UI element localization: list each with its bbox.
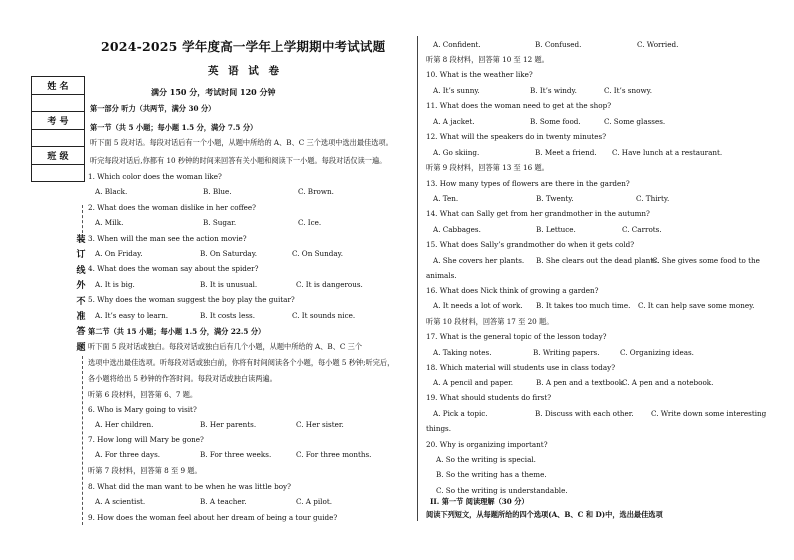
option-b[interactable]: B. It is unusual. (200, 280, 258, 289)
material-heading: 听第 6 段材料，回答第 6、7 题。 (88, 390, 198, 399)
binding-notice (74, 233, 88, 356)
name-label: 姓 名 (32, 77, 85, 95)
exam-number-field[interactable] (32, 130, 85, 147)
question-13: 13. How many types of flowers are there in the garden? (426, 179, 630, 188)
option-c[interactable]: C. Write down some interesting (651, 409, 767, 418)
option-a[interactable]: A. A scientist. (95, 497, 146, 506)
section-two-instructions: 各小题将给出 5 秒钟的作答时间。每段对话或独白读两遍。 (88, 374, 277, 383)
option-b[interactable]: B. Writing papers. (533, 348, 600, 357)
material-heading: 听第 9 段材料，回答第 13 至 16 题。 (426, 163, 549, 172)
option-continuation: animals. (426, 271, 457, 280)
option-c[interactable]: C. Some glasses. (604, 117, 666, 126)
option-a[interactable]: A. She covers her plants. (433, 256, 525, 265)
binding-char: 线 (76, 265, 86, 276)
option-b[interactable]: B. It takes too much time. (536, 301, 631, 310)
option-c[interactable]: C. Have lunch at a restaurant. (612, 148, 723, 157)
question-5: 5. Why does the woman suggest the boy play the guitar? (88, 295, 295, 304)
option-a[interactable]: A. Confident. (433, 40, 481, 49)
question-19: 19. What should students do first? (426, 393, 552, 402)
option-b[interactable]: B. A pen and a textbook. (536, 378, 626, 387)
option-a[interactable]: A. A pencil and paper. (433, 378, 514, 387)
material-heading: 听第 8 段材料，回答第 10 至 12 题。 (426, 55, 549, 64)
exam-number-label: 考 号 (32, 112, 85, 130)
question-10: 10. What is the weather like? (426, 70, 533, 79)
option-c[interactable]: C. Worried. (637, 40, 679, 49)
option-b[interactable]: B. Twenty. (536, 194, 574, 203)
option-a[interactable]: A. Her children. (95, 420, 154, 429)
option-a[interactable]: A. For three days. (95, 450, 161, 459)
option-c[interactable]: C. Her sister. (296, 420, 344, 429)
option-c[interactable]: C. Ice. (298, 218, 322, 227)
section-one-heading: 第一节（共 5 小题；每小题 1.5 分，满分 7.5 分） (90, 123, 258, 132)
option-b[interactable]: B. It’s windy. (530, 86, 577, 95)
option-a[interactable]: A. Black. (95, 187, 128, 196)
question-1: 1. Which color does the woman like? (88, 172, 222, 181)
exam-meta: 满分 150 分，考试时间 120 分钟 (151, 87, 276, 97)
option-c[interactable]: C. So the writing is understandable. (436, 486, 568, 495)
option-c[interactable]: C. A pilot. (296, 497, 332, 506)
option-b[interactable]: B. Her parents. (200, 420, 257, 429)
option-b[interactable]: B. Some food. (530, 117, 581, 126)
option-c[interactable]: C. A pen and a notebook. (622, 378, 714, 387)
question-4: 4. What does the woman say about the spider? (88, 264, 259, 273)
part-one-heading: 第一部分 听力（共两节，满分 30 分） (90, 104, 216, 113)
question-9: 9. How does the woman feel about her dream of being a tour guide? (88, 513, 338, 522)
reading-section-heading: II. 第一节 阅读理解（30 分） (430, 497, 529, 506)
option-a[interactable]: A. It’s easy to learn. (95, 311, 169, 320)
question-11: 11. What does the woman need to get at the shop? (426, 101, 612, 110)
option-c[interactable]: C. Brown. (298, 187, 334, 196)
option-a[interactable]: A. Taking notes. (433, 348, 492, 357)
option-c[interactable]: C. Thirty. (636, 194, 670, 203)
column-divider (417, 36, 418, 521)
option-b[interactable]: B. Confused. (535, 40, 582, 49)
section-two-instructions: 听下面 5 段对话或独白。每段对话或独白后有几个小题，从题中所给的 A、B、C 三个 (88, 342, 363, 351)
option-a[interactable]: A. It needs a lot of work. (433, 301, 523, 310)
option-c[interactable]: C. On Sunday. (292, 249, 344, 258)
question-15: 15. What does Sally’s grandmother do when it gets cold? (426, 240, 635, 249)
option-c[interactable]: C. It sounds nice. (292, 311, 356, 320)
option-b[interactable]: B. Discuss with each other. (535, 409, 634, 418)
option-b[interactable]: B. It costs less. (200, 311, 255, 320)
binding-char: 题 (76, 342, 86, 353)
option-a[interactable]: A. So the writing is special. (436, 455, 536, 464)
option-a[interactable]: A. It is big. (95, 280, 135, 289)
option-a[interactable]: A. Pick a topic. (433, 409, 488, 418)
reading-instructions: 阅读下列短文，从每题所给的四个选项(A、B、C 和 D)中，选出最佳选项 (426, 510, 663, 519)
question-17: 17. What is the general topic of the lesson today? (426, 332, 607, 341)
option-c[interactable]: C. She gives some food to the (652, 256, 760, 265)
option-c[interactable]: C. Organizing ideas. (620, 348, 694, 357)
option-c[interactable]: C. It’s snowy. (604, 86, 652, 95)
option-a[interactable]: A. Cabbages. (433, 225, 481, 234)
binding-char: 外 (76, 281, 86, 292)
question-6: 6. Who is Mary going to visit? (88, 405, 197, 414)
option-c[interactable]: C. It can help save some money. (638, 301, 755, 310)
section-two-heading: 第二节（共 15 小题；每小题 1.5 分，满分 22.5 分） (88, 327, 266, 336)
question-2: 2. What does the woman dislike in her coffee? (88, 203, 257, 212)
option-c[interactable]: C. Carrots. (622, 225, 662, 234)
class-field[interactable] (32, 165, 85, 182)
option-b[interactable]: B. Blue. (203, 187, 232, 196)
option-b[interactable]: B. She clears out the dead plants. (536, 256, 660, 265)
option-b[interactable]: B. Sugar. (203, 218, 237, 227)
student-info-table (31, 76, 85, 182)
option-b[interactable]: B. On Saturday. (200, 249, 258, 258)
option-a[interactable]: A. Go skiing. (433, 148, 480, 157)
option-a[interactable]: A. A jacket. (433, 117, 475, 126)
option-b[interactable]: B. So the writing has a theme. (436, 470, 547, 479)
question-8: 8. What did the man want to be when he was little boy? (88, 482, 291, 491)
binding-char: 答 (76, 327, 86, 338)
option-b[interactable]: B. Lettuce. (536, 225, 576, 234)
binding-char: 订 (76, 250, 86, 261)
option-a[interactable]: A. It’s sunny. (433, 86, 480, 95)
section-two-instructions: 选项中选出最佳选项。听每段对话或独白前，你将有时间阅读各个小题，每小题 5 秒钟;听完后， (88, 358, 395, 367)
name-field[interactable] (32, 95, 85, 112)
option-continuation: things. (426, 424, 452, 433)
question-18: 18. Which material will students use in class today? (426, 363, 616, 372)
question-20: 20. Why is organizing important? (426, 440, 548, 449)
option-a[interactable]: A. Milk. (95, 218, 124, 227)
question-12: 12. What will the speakers do in twenty minutes? (426, 132, 607, 141)
binding-char: 装 (76, 235, 86, 245)
option-a[interactable]: A. Ten. (433, 194, 459, 203)
question-16: 16. What does Nick think of growing a garden? (426, 286, 599, 295)
question-7: 7. How long will Mary be gone? (88, 435, 204, 444)
material-heading: 听第 7 段材料，回答第 8 至 9 题。 (88, 466, 202, 475)
question-14: 14. What can Sally get from her grandmother in the autumn? (426, 209, 650, 218)
option-c[interactable]: C. For three months. (296, 450, 372, 459)
section-one-instructions: 听完每段对话后,你都有 10 秒钟的时间来回答有关小题和阅读下一小题。每段对话仅读一遍。 (90, 156, 387, 165)
question-3: 3. When will the man see the action movie? (88, 234, 247, 243)
option-c[interactable]: C. It is dangerous. (296, 280, 363, 289)
material-heading: 听第 10 段材料，回答第 17 至 20 题。 (426, 317, 554, 326)
option-a[interactable]: A. On Friday. (95, 249, 143, 258)
class-label: 班 级 (32, 147, 85, 165)
option-b[interactable]: B. For three weeks. (200, 450, 272, 459)
binding-char: 不 (76, 296, 86, 307)
exam-subtitle: 英 语 试 卷 (208, 65, 282, 77)
option-b[interactable]: B. A teacher. (200, 497, 247, 506)
exam-title: 2024-2025 学年度高一学年上学期期中考试试题 (101, 39, 386, 54)
option-b[interactable]: B. Meet a friend. (535, 148, 597, 157)
section-one-instructions: 听下面 5 段对话。每段对话后有一个小题，从题中所给的 A、B、C 三个选项中选出最佳选项。 (90, 138, 393, 147)
binding-char: 准 (76, 312, 86, 323)
